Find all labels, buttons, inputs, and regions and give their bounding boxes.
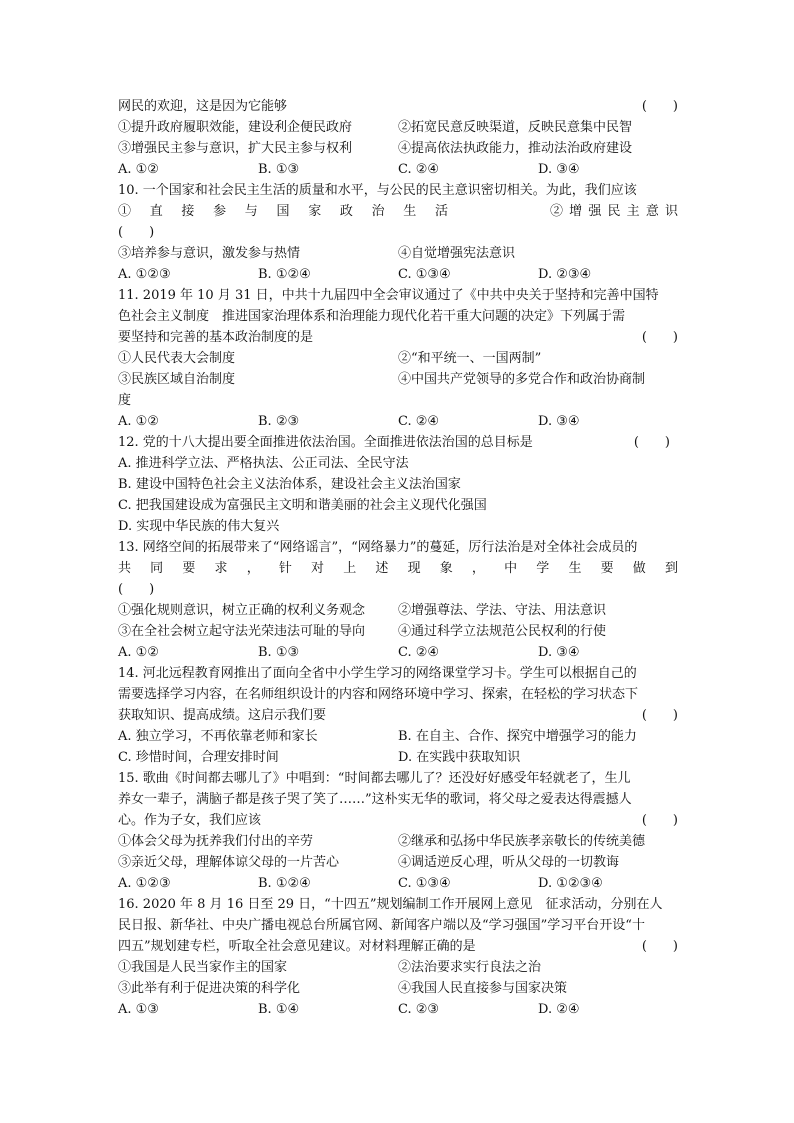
- q16-choice-a: A. ①③: [118, 1002, 159, 1017]
- q11-options-row2: [118, 369, 678, 390]
- q11-choices: [118, 411, 678, 432]
- q13-options-row1: [118, 600, 678, 621]
- q12-choice-d: D. 实现中华民族的伟大复兴: [118, 519, 280, 534]
- answer-paren: ( ): [641, 99, 678, 114]
- q11-options-row1: [118, 348, 678, 369]
- q15-option-2: ②继承和弘扬中华民族孝亲敬长的传统美德: [398, 834, 646, 849]
- q16-choice-c: C. ②③: [398, 1002, 440, 1017]
- question-14-stem-line1: [118, 663, 678, 684]
- q15-stem-text-1: 15. 歌曲《时间都去哪儿了》中唱到：“时间都去哪儿了？还没好好感受年轻就老了，生儿: [118, 771, 631, 786]
- q16-option-3: ③此举有利于促进决策的科学化: [118, 981, 301, 996]
- question-11-stem-line3: [118, 327, 678, 348]
- answer-paren: ( ): [641, 813, 678, 828]
- q16-stem-text-2: 民日报、新华社、中央广播电视总台所属官网、新闻客户端以及“学习强国”学习平台开设“十: [118, 918, 645, 933]
- q9-choice-d: D. ③④: [538, 162, 580, 177]
- q16-stem-text-3: 四五”规划建专栏，听取全社会意见建议。对材料理解正确的是: [118, 939, 476, 954]
- q10-option-2: ②增强民主意识: [550, 204, 678, 219]
- q14-choices-row2: [118, 747, 678, 768]
- q13-choice-a: A. ①②: [118, 645, 159, 660]
- q13-choice-d: D. ③④: [538, 645, 580, 660]
- q12-choice-b-line: [118, 474, 678, 495]
- q10-choices: [118, 264, 678, 285]
- q13-option-4: ④通过科学立法规范公民权利的行使: [398, 624, 607, 639]
- q16-option-2: ②法治要求实行良法之治: [398, 960, 542, 975]
- q13-stem-text-1: 13. 网络空间的拓展带来了“网络谣言”，“网络暴力”的蔓延，厉行法治是对全体社会成员的: [118, 540, 638, 555]
- q16-options-row1: [118, 957, 678, 978]
- q16-choices: [118, 999, 678, 1020]
- q10-paren-line: [118, 222, 678, 243]
- q10-choice-a: A. ①②③: [118, 267, 171, 282]
- q14-choice-c: C. 珍惜时间，合理安排时间: [118, 750, 279, 765]
- q14-choices-row1: [118, 726, 678, 747]
- q13-stem-text-2: 共同要求，针对上述现象，中学生要做到: [118, 561, 678, 576]
- q15-stem-text-3: 心。作为子女，我们应该: [118, 813, 262, 828]
- q9-option-3: ③增强民主参与意识，扩大民主参与权利: [118, 141, 353, 156]
- q13-option-2: ②增强尊法、学法、守法、用法意识: [398, 603, 607, 618]
- q15-option-3: ③亲近父母，理解体谅父母的一片苦心: [118, 855, 340, 870]
- q10-choice-c: C. ①③④: [398, 267, 451, 282]
- question-13-stem-line2: [118, 558, 678, 579]
- q12-choice-b: B. 建设中国特色社会主义法治体系，建设社会主义法治国家: [118, 477, 461, 492]
- q14-choice-d: D. 在实践中获取知识: [398, 750, 521, 765]
- q16-options-row2: [118, 978, 678, 999]
- q13-choices: [118, 642, 678, 663]
- question-11-stem-line2: [118, 306, 678, 327]
- q15-options-row2: [118, 852, 678, 873]
- q13-paren-line: [118, 579, 678, 600]
- question-14-stem-line3: [118, 705, 678, 726]
- q10-option-4: ④自觉增强宪法意识: [398, 246, 516, 261]
- q15-choice-d: D. ①②③④: [538, 876, 603, 891]
- q14-choice-a: A. 独立学习，不再依靠老师和家长: [118, 729, 318, 744]
- q11-option-3: ③民族区域自治制度: [118, 372, 236, 387]
- q11-choice-c: C. ②④: [398, 414, 440, 429]
- q9-choice-b: B. ①③: [258, 162, 300, 177]
- q13-choice-c: C. ②④: [398, 645, 440, 660]
- q11-option-4-tail: 度: [118, 393, 132, 408]
- q11-option-4-cont: [118, 390, 678, 411]
- q11-stem-text-2: 色社会主义制度 推进国家治理体系和治理能力现代化若干重大问题的决定》下列属于需: [118, 309, 626, 324]
- q10-options-row1: [118, 201, 678, 222]
- q16-choice-d: D. ②④: [538, 1002, 580, 1017]
- q10-choice-b: B. ①②④: [258, 267, 311, 282]
- answer-paren: ( ): [118, 225, 155, 240]
- question-12-stem: [118, 432, 678, 453]
- question-16-stem-line2: [118, 915, 678, 936]
- q9-stem-text: 网民的欢迎，这是因为它能够: [118, 99, 288, 114]
- q9-option-2: ②拓宽民意反映渠道，反映民意集中民智: [398, 120, 633, 135]
- q11-option-4: ④中国共产党领导的多党合作和政治协商制: [398, 372, 646, 387]
- q15-choice-c: C. ①③④: [398, 876, 451, 891]
- q15-choice-a: A. ①②③: [118, 876, 171, 891]
- q12-stem-text: 12. 党的十八大提出要全面推进依法治国。全面推进依法治国的总目标是: [118, 435, 533, 450]
- q14-stem-text-1: 14. 河北远程教育网推出了面向全省中小学生学习的网络课堂学习卡。学生可以根据自己的: [118, 666, 637, 681]
- q13-option-3: ③在全社会树立起守法光荣违法可耻的导向: [118, 624, 366, 639]
- q9-choice-a: A. ①②: [118, 162, 159, 177]
- q10-options-row2: [118, 243, 678, 264]
- q12-choice-a-line: [118, 453, 678, 474]
- q15-option-1: ①体会父母为抚养我们付出的辛劳: [118, 834, 314, 849]
- q9-options-row1: [118, 117, 678, 138]
- q14-stem-text-2: 需要选择学习内容，在名师组织设计的内容和网络环境中学习、探索，在轻松的学习状态下: [118, 687, 639, 702]
- question-15-stem-line2: [118, 789, 678, 810]
- q10-option-3: ③培养参与意识，激发参与热情: [118, 246, 301, 261]
- q13-options-row2: [118, 621, 678, 642]
- question-13-stem-line1: [118, 537, 678, 558]
- q14-choice-b: B. 在自主、合作、探究中增强学习的能力: [398, 729, 637, 744]
- question-15-stem-line3: [118, 810, 678, 831]
- q16-option-1: ①我国是人民当家作主的国家: [118, 960, 288, 975]
- q12-choice-c-line: [118, 495, 678, 516]
- answer-paren: ( ): [641, 330, 678, 345]
- question-9-stem: [118, 96, 678, 117]
- q16-choice-b: B. ①④: [258, 1002, 300, 1017]
- q15-choices: [118, 873, 678, 894]
- answer-paren: ( ): [633, 435, 670, 450]
- q11-choice-d: D. ③④: [538, 414, 580, 429]
- q13-option-1: ①强化规则意识，树立正确的权利义务观念: [118, 603, 366, 618]
- q11-choice-a: A. ①②: [118, 414, 159, 429]
- question-15-stem-line1: [118, 768, 678, 789]
- q10-stem-text: 10. 一个国家和社会民主生活的质量和水平，与公民的民主意识密切相关。为此，我们应该: [118, 183, 637, 198]
- question-11-stem-line1: [118, 285, 678, 306]
- question-16-stem-line3: [118, 936, 678, 957]
- q16-stem-text-1: 16. 2020 年 8 月 16 日至 29 日，“十四五”规划编制工作开展网上意见 征求活动，分别在人: [118, 897, 663, 912]
- q9-choices: [118, 159, 678, 180]
- q11-option-2: ②“和平统一、一国两制”: [398, 351, 542, 366]
- q13-choice-b: B. ①③: [258, 645, 300, 660]
- question-16-stem-line1: [118, 894, 678, 915]
- question-10-stem: [118, 180, 678, 201]
- q11-option-1: ①人民代表大会制度: [118, 351, 236, 366]
- q12-choice-a: A. 推进科学立法、严格执法、公正司法、全民守法: [118, 456, 409, 471]
- q11-stem-text-1: 11. 2019 年 10 月 31 日，中共十九届四中全会审议通过了《中共中央关于坚持和完善中国特: [118, 288, 659, 303]
- q12-choice-c: C. 把我国建设成为富强民主文明和谐美丽的社会主义现代化强国: [118, 498, 487, 513]
- q9-choice-c: C. ②④: [398, 162, 440, 177]
- q10-choice-d: D. ②③④: [538, 267, 592, 282]
- q9-option-4: ④提高依法执政能力，推动法治政府建设: [398, 141, 633, 156]
- q15-option-4: ④调适逆反心理，听从父母的一切教诲: [398, 855, 620, 870]
- question-14-stem-line2: [118, 684, 678, 705]
- q14-stem-text-3: 获取知识、提高成绩。这启示我们要: [118, 708, 327, 723]
- q15-choice-b: B. ①②④: [258, 876, 311, 891]
- exam-page: [118, 96, 678, 1020]
- q16-option-4: ④我国人民直接参与国家决策: [398, 981, 568, 996]
- q9-options-row2: [118, 138, 678, 159]
- q11-choice-b: B. ②③: [258, 414, 300, 429]
- q15-options-row1: [118, 831, 678, 852]
- q9-option-1: ①提升政府履职效能，建设利企便民政府: [118, 120, 353, 135]
- answer-paren: ( ): [641, 939, 678, 954]
- q11-stem-text-3: 要坚持和完善的基本政治制度的是: [118, 330, 314, 345]
- q12-choice-d-line: [118, 516, 678, 537]
- answer-paren: ( ): [641, 708, 678, 723]
- answer-paren: ( ): [118, 582, 155, 597]
- q10-option-1: ①直接参与国家政治生活: [118, 204, 448, 219]
- q15-stem-text-2: 养女一辈子，满脑子都是孩子哭了笑了……”这朴实无华的歌词，将父母之爱表达得震撼人: [118, 792, 632, 807]
